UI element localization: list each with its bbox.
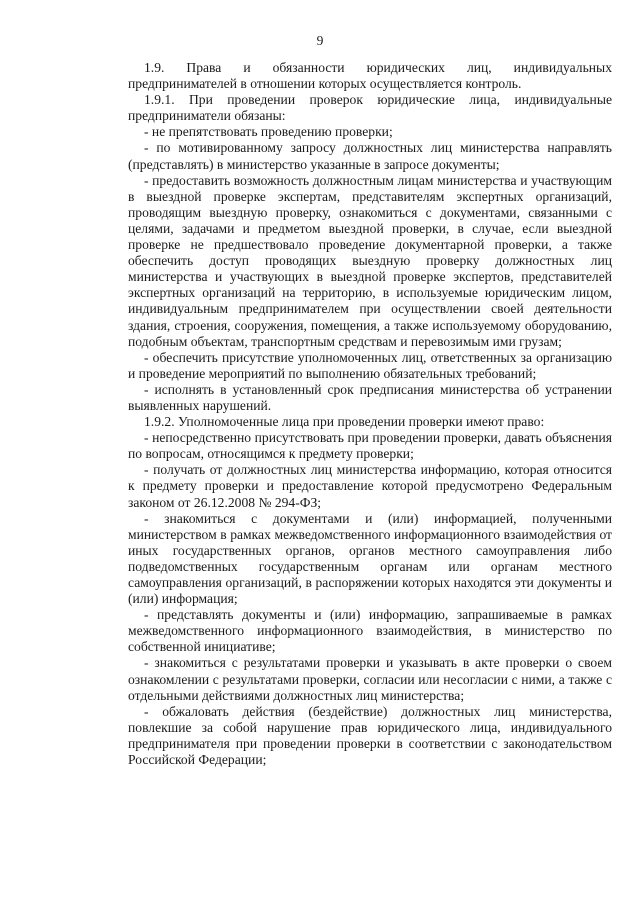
list-item: - исполнять в установленный срок предписания министерства об устранении выявленных нарушений. xyxy=(128,381,612,413)
paragraph-1-9-1: 1.9.1. При проведении проверок юридические лица, индивидуальные предприниматели обязаны: xyxy=(128,92,612,124)
list-item: - предоставить возможность должностным лицам министерства и участвующим в выездной проверке экспертам, представителям экспертных организаций, проводящим выездную проверку, ознакомиться с документами, связанными с целями, задачами и предметом выездной проверки, в случае, если выездной проверке не предшествовало проведение документарной проверки, а также обеспечить доступ проводящих выездную проверку должностных лиц министерства и участвующих в выездной проверке экспертов, представителей экспертных организаций на территорию, в используемые юридическим лицом, индивидуальным предпринимателем при осуществлении своей деятельности здания, строения, сооружения, помещения, а также используемому оборудованию, подобным объектам, транспортным средствам и перевозимым ими грузам; xyxy=(128,172,612,349)
page-number: 9 xyxy=(316,33,324,48)
paragraph-1-9: 1.9. Права и обязанности юридических лиц, индивидуальных предпринимателей в отношении которых осуществляется контроль. xyxy=(128,60,612,92)
list-item: - знакомиться с документами и (или) информацией, полученными министерством в рамках межведомственного информационного взаимодействия от иных государственных органов, органов местного самоуправления либо подведомственных государственным органам или органам местного самоуправления организаций, в распоряжении которых находятся эти документы и (или) информация; xyxy=(128,510,612,607)
document-body xyxy=(128,60,612,768)
paragraph-1-9-2: 1.9.2. Уполномоченные лица при проведении проверки имеют право: xyxy=(144,414,545,430)
list-item: - непосредственно присутствовать при проведении проверки, давать объяснения по вопросам, относящимся к предмету проверки; xyxy=(128,430,612,462)
list-item: - представлять документы и (или) информацию, запрашиваемые в рамках межведомственного информационного взаимодействия, в министерство по собственной инициативе; xyxy=(128,607,612,655)
list-item: - знакомиться с результатами проверки и указывать в акте проверки о своем ознакомлении с результатами проверки, согласии или несогласии с ними, а также с отдельными действиями должностных лиц министерства; xyxy=(128,655,612,703)
list-item: - получать от должностных лиц министерства информацию, которая относится к предмету проверки и предоставление которой предусмотрено Федеральным законом от 26.12.2008 № 294-ФЗ; xyxy=(128,462,612,510)
list-item: - не препятствовать проведению проверки; xyxy=(144,124,393,140)
list-item: - обеспечить присутствие уполномоченных лиц, ответственных за организацию и проведение мероприятий по выполнению обязательных требований; xyxy=(128,349,612,381)
list-item: - обжаловать действия (бездействие) должностных лиц министерства, повлекшие за собой нарушение прав юридического лица, индивидуального предпринимателя при проведении проверки в соответствии с законодательством Российской Федерации; xyxy=(128,703,612,768)
list-item: - по мотивированному запросу должностных лиц министерства направлять (представлять) в министерство указанные в запросе документы; xyxy=(128,140,612,172)
